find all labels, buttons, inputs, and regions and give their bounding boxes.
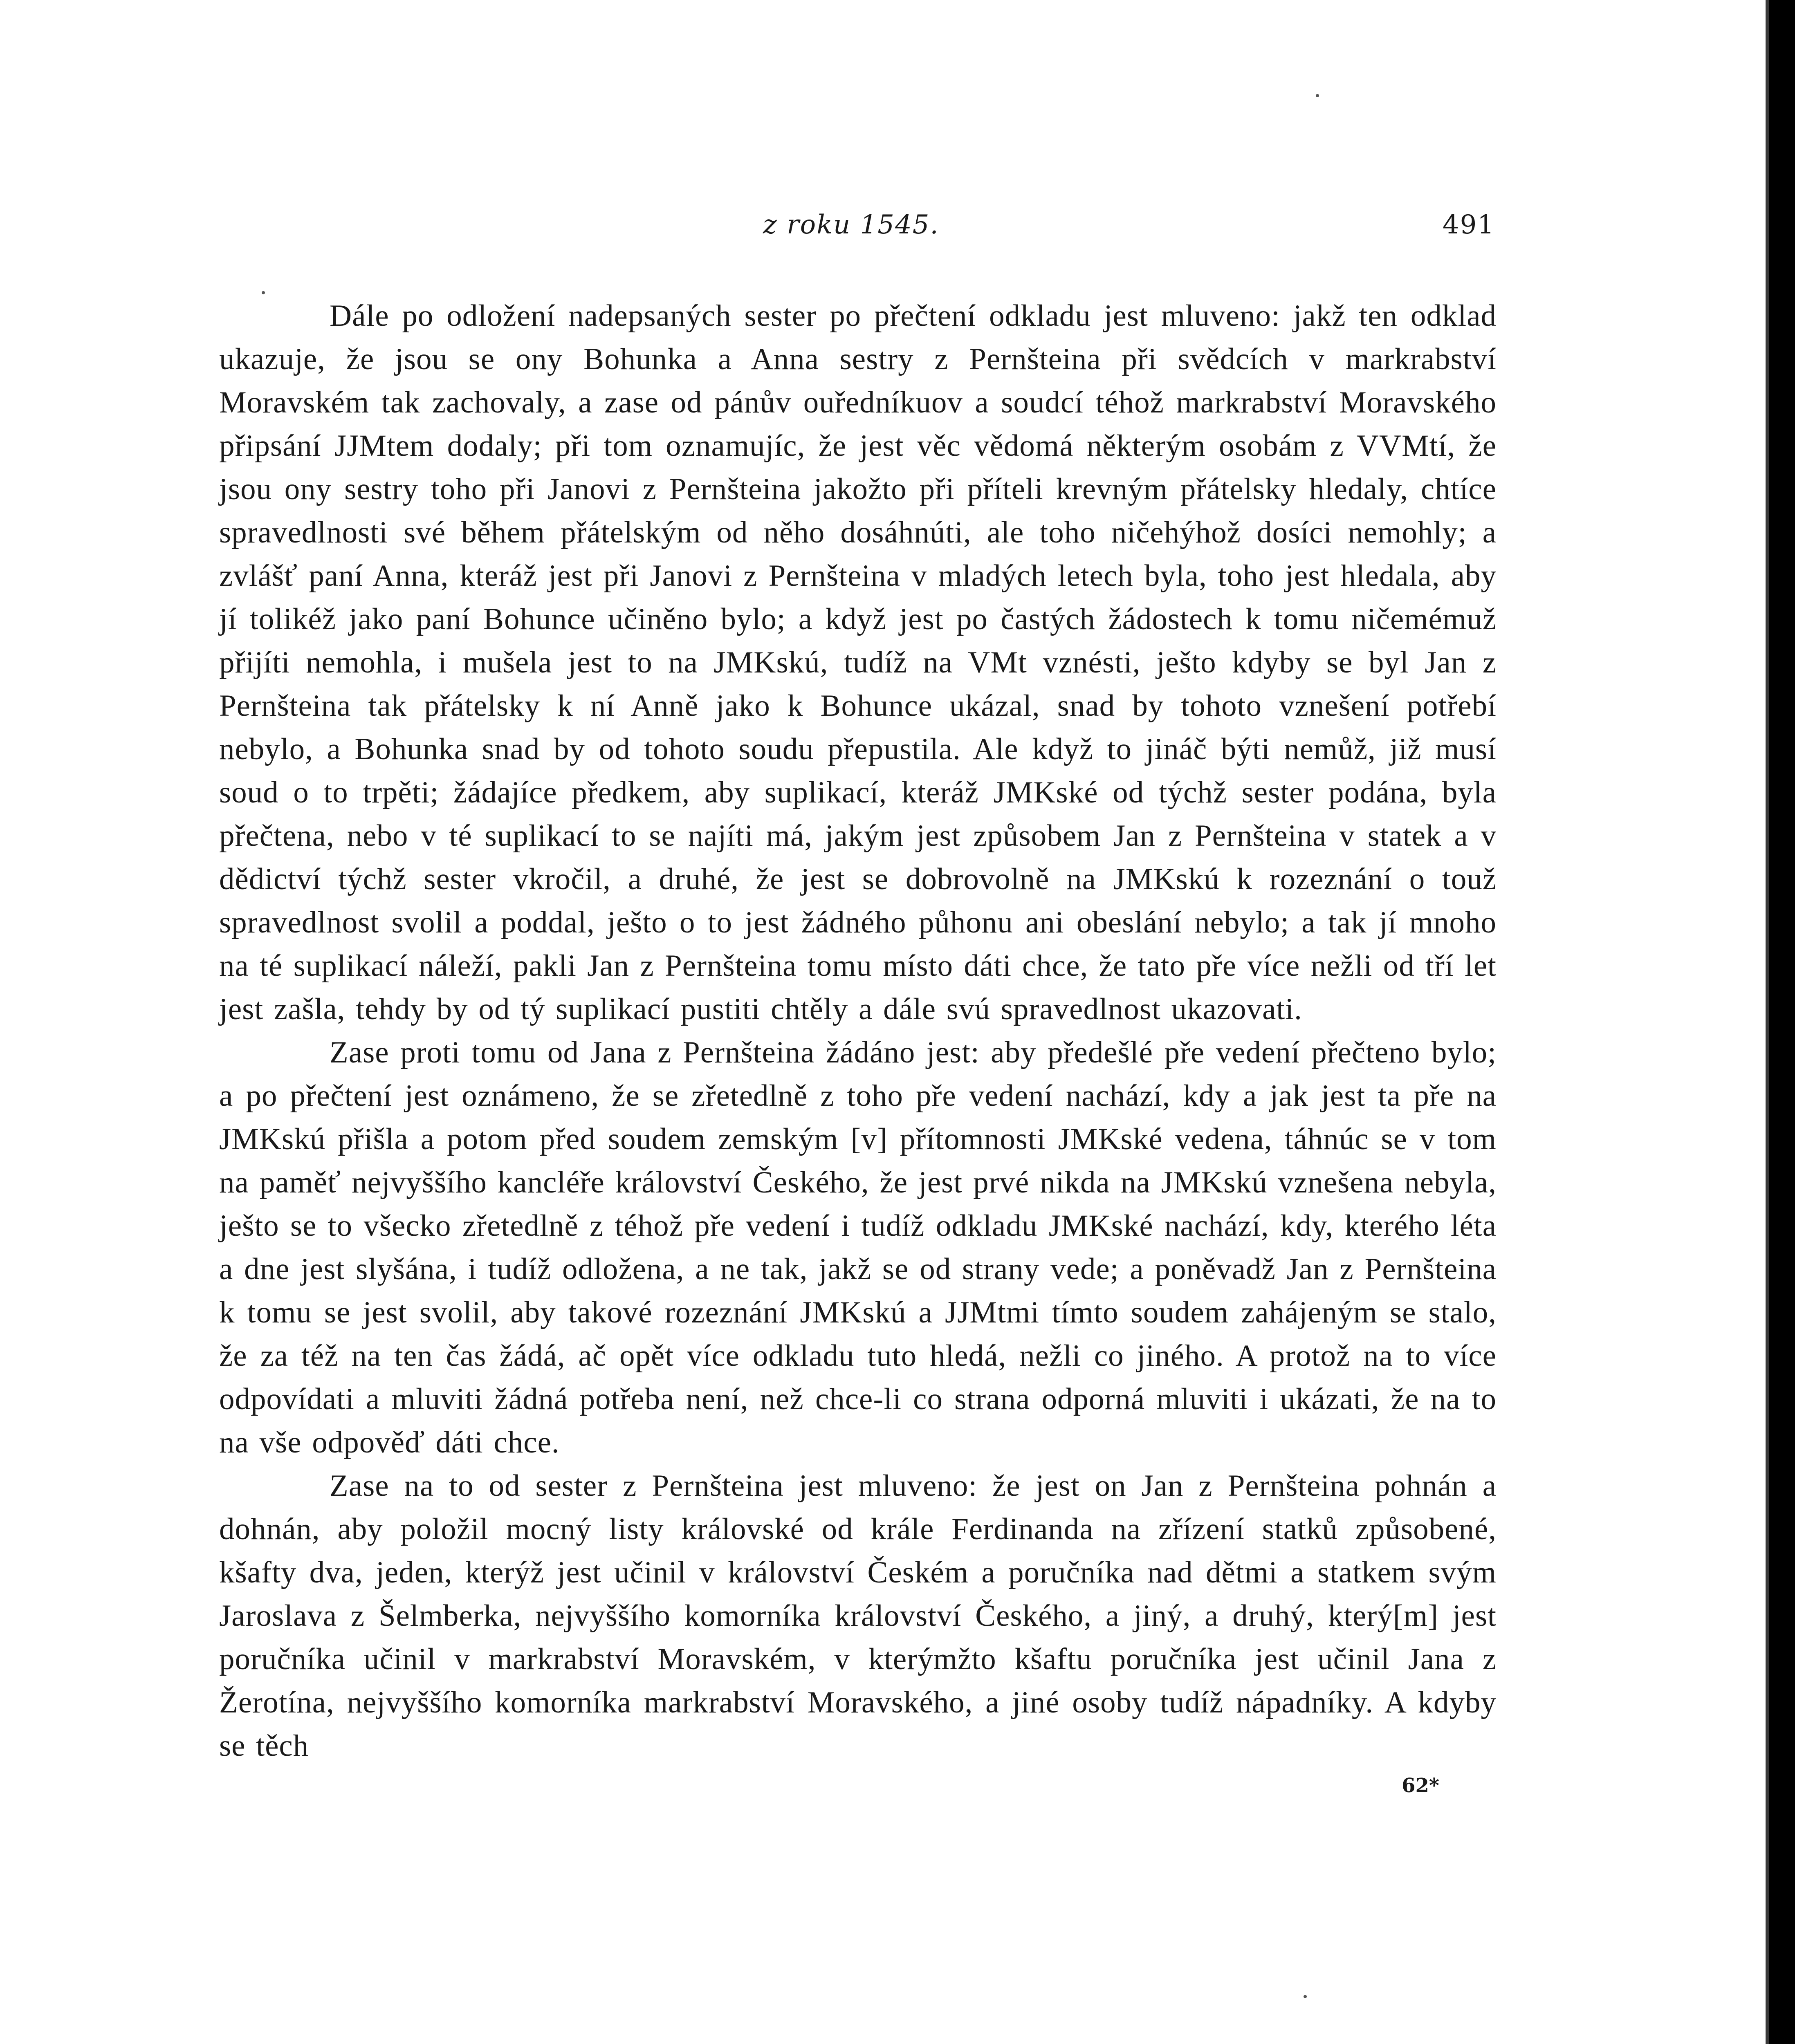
paragraph: Zase na to od sester z Pernšteina jest mluveno: že jest on Jan z Pernšteina pohnán a dohnán, aby položil mocný listy královské od krále Ferdinanda na zřízení statků způsobené, kšafty dva, jeden, kterýž jest učinil v království Českém a poručníka nad dětmi a statkem svým Jaroslava z Šelmberka, nejvyššího komorníka království Českého, a jiný, a druhý, který[m] jest poručníka učinil v markrabství Moravském, v kterýmžto kšaftu poručníka jest učinil Jana z Žerotína, nejvyššího komorníka markrabství Moravského, a jiné osoby tudíž nápadníky. A kdyby se těch [219,1469,1497,1763]
book-page [219,204,1497,1797]
body-text [219,294,1497,1768]
scan-border [1769,0,1795,2044]
scan-speck [1316,94,1319,97]
paragraph: Dále po odložení nadepsaných sester po přečtení odkladu jest mluveno: jakž ten odklad ukazuje, že jsou se ony Bohunka a Anna sestry z Pernšteina při svědcích v markrabství Moravském tak zachovaly, a zase od pánův ouředníkuov a soudcí téhož markrabství Moravského připsání JJMtem dodaly; při tom oznamujíc, že jest věc vědomá některým osobám z VVMtí, že jsou ony sestry toho při Janovi z Pernšteina jakožto při příteli krevným přátelsky hledaly, chtíce spravedlnosti své během přátelským od něho dosáhnúti, ale toho ničehýhož dosíci nemohly; a zvlášť paní Anna, kteráž jest při Janovi z Pernšteina v mladých letech byla, toho jest hledala, aby jí tolikéž jako paní Bohunce učiněno bylo; a když jest po častých žádostech k tomu ničemémuž přijíti nemohla, i mušela jest to na JMKskú, tudíž na VMt vznésti, ješto kdyby se byl Jan z Pernšteina tak přátelsky k ní Anně jako k Bohunce ukázal, snad by tohoto vznešení potřebí nebylo, a Bohunka snad by od tohoto soudu přepustila. Ale když to jináč býti nemůž, již musí soud o to trpěti; žádajíce předkem, aby suplikací, kteráž JMKské od týchž sester podána, byla přečtena, nebo v té suplikací to se najíti má, jakým jest způsobem Jan z Pernšteina v statek a v dědictví týchž sester vkročil, a druhé, že jest se dobrovolně na JMKskú k rozeznání o touž spravedlnost svolil a poddal, ješto o to jest žádného půhonu ani obeslání nebylo; a tak jí mnoho na té suplikací náleží, pakli Jan z Pernšteina tomu místo dáti chce, že tato pře více nežli od tří let jest zašla, tehdy by od tý suplikací pustiti chtěly a dále svú spravedlnost ukazovati. [219,299,1497,1026]
paragraph: Zase proti tomu od Jana z Pernšteina žádáno jest: aby předešlé pře vedení přečteno bylo; a po přečtení jest oznámeno, že se zřetedlně z toho pře vedení nachází, kdy a jak jest ta pře na JMKskú přišla a potom před soudem zemským [v] přítomnosti JMKské vedena, táhnúc se v tom na paměť nejvyššího kancléře království Českého, že jest prvé nikda na JMKskú vznešena nebyla, ješto se to všecko zřetedlně z téhož pře vedení i tudíž odkladu JMKské nachází, kdy, kterého léta a dne jest slyšána, i tudíž odložena, a ne tak, jakž se od strany vede; a poněvadž Jan z Pernšteina k tomu se jest svolil, aby takové rozeznání JMKskú a JJMtmi tímto soudem zahájeným se stalo, že za též na ten čas žádá, ač opět více odkladu tuto hledá, nežli co jiného. A protož na to více odpovídati a mluviti žádná potřeba není, než chce-li co strana odporná mluviti i ukázati, že na to na vše odpověď dáti chce. [219,1035,1497,1459]
scan-border-shadow [1766,0,1769,2044]
scan-speck [1304,1995,1307,1998]
running-head [219,204,1497,245]
running-title: z roku 1545. [763,210,939,240]
signature-mark: 62* [1402,1774,1439,1797]
page-number: 491 [1442,210,1495,240]
